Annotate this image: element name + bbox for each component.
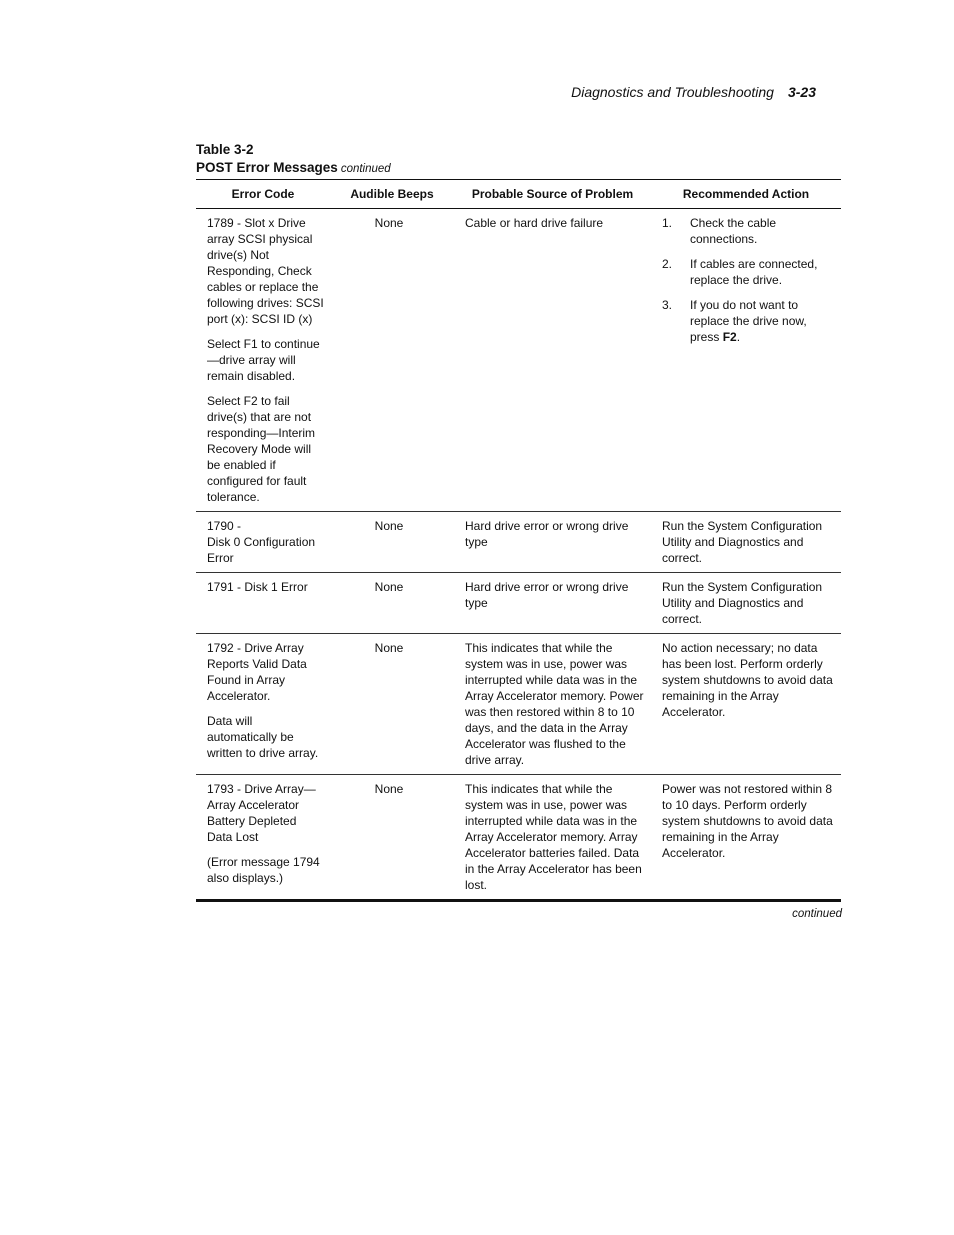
table-header-row	[196, 180, 841, 209]
step-suffix: .	[736, 330, 741, 344]
audible-beeps-cell: None	[330, 634, 454, 775]
step-text: Check the cable connections.	[690, 216, 777, 246]
step-number: 2.	[662, 257, 673, 271]
probable-source-cell: This indicates that while the system was in use, power was interrupted while data was in the Array Accelerator memory. Array Accelerator batteries failed. Data in the Array Accelerator has been lost.	[465, 782, 642, 892]
page-number: 3-23	[787, 84, 816, 100]
error-code-text: 1792 - Drive Array Reports Valid Data Found in Array Accelerator.	[207, 641, 307, 703]
audible-beeps-cell: None	[330, 209, 454, 512]
section-title: Diagnostics and Troubleshooting	[571, 84, 774, 100]
error-code-cell	[196, 775, 330, 901]
recommended-action-cell: Run the System Configuration Utility and Diagnostics and correct.	[651, 512, 841, 573]
step-text: If you do not want to replace the drive now, press	[690, 298, 807, 344]
error-code-note: (Error message 1794 also displays.)	[207, 855, 320, 885]
error-code-text: 1793 - Drive Array—Array Accelerator Battery Depleted Data Lost	[207, 782, 316, 844]
table-row	[196, 573, 841, 634]
error-code-text: 1790 - Disk 0 Configuration Error	[207, 519, 316, 565]
key-name: F2	[722, 330, 737, 344]
action-step	[662, 215, 835, 247]
recommended-action-cell: Power was not restored within 8 to 10 days. Perform orderly system shutdowns to avoid data remaining in the Array Accelerator.	[662, 782, 833, 860]
action-step	[662, 297, 835, 345]
error-code-note: Select F1 to continue—drive array will remain disabled.	[207, 337, 320, 383]
error-code-cell	[196, 512, 330, 573]
action-steps-list	[662, 215, 835, 345]
continued-label: continued	[340, 163, 391, 175]
column-header-audible-beeps: Audible Beeps	[330, 180, 454, 209]
probable-source-cell: Hard drive error or wrong drive type	[454, 512, 651, 573]
probable-source-cell: This indicates that while the system was in use, power was interrupted while data was in the Array Accelerator memory. Power was then restored within 8 to 10 days, and the data in the Array Accelerator was flushed to the drive array.	[454, 634, 651, 775]
error-code-note: Select F2 to fail drive(s) that are not responding—Interim Recovery Mode will be enabled if configured for fault tolerance.	[207, 394, 316, 504]
error-code-cell	[196, 634, 330, 775]
column-header-error-code: Error Code	[196, 180, 330, 209]
step-text: If cables are connected, replace the drive.	[690, 257, 818, 287]
continued-footer: continued	[792, 908, 842, 920]
column-header-recommended-action: Recommended Action	[651, 180, 841, 209]
table-number: Table 3-2	[196, 142, 254, 157]
action-step	[662, 256, 835, 288]
table-row	[196, 775, 841, 901]
table-row	[196, 209, 841, 512]
audible-beeps-cell: None	[374, 782, 404, 796]
table-title-line	[196, 159, 696, 178]
audible-beeps-cell: None	[330, 573, 454, 634]
audible-beeps-cell: None	[330, 512, 454, 573]
error-code-text: 1789 - Slot x Drive array SCSI physical drive(s) Not Responding, Check cables or replace the following drives: SCSI port (x): SCSI ID (x)	[207, 216, 324, 326]
error-code-text: 1791 - Disk 1 Error	[207, 580, 308, 594]
error-code-cell	[196, 573, 330, 634]
table-caption	[196, 141, 696, 178]
running-header	[560, 84, 816, 100]
probable-source-cell: Hard drive error or wrong drive type	[454, 573, 651, 634]
error-code-note: Data will automatically be written to drive array.	[207, 714, 319, 760]
step-number: 3.	[662, 298, 673, 312]
table-row	[196, 634, 841, 775]
column-header-probable-source: Probable Source of Problem	[454, 180, 651, 209]
post-error-table	[196, 179, 841, 902]
recommended-action-cell	[651, 209, 841, 512]
recommended-action-cell: Run the System Configuration Utility and Diagnostics and correct.	[651, 573, 841, 634]
probable-source-cell: Cable or hard drive failure	[454, 209, 651, 512]
table-row	[196, 512, 841, 573]
recommended-action-cell: No action necessary; no data has been lost. Perform orderly system shutdowns to avoid data remaining in the Array Accelerator.	[651, 634, 841, 775]
step-number: 1.	[662, 216, 673, 230]
table-title: POST Error Messages	[196, 160, 338, 175]
error-code-cell	[196, 209, 330, 512]
